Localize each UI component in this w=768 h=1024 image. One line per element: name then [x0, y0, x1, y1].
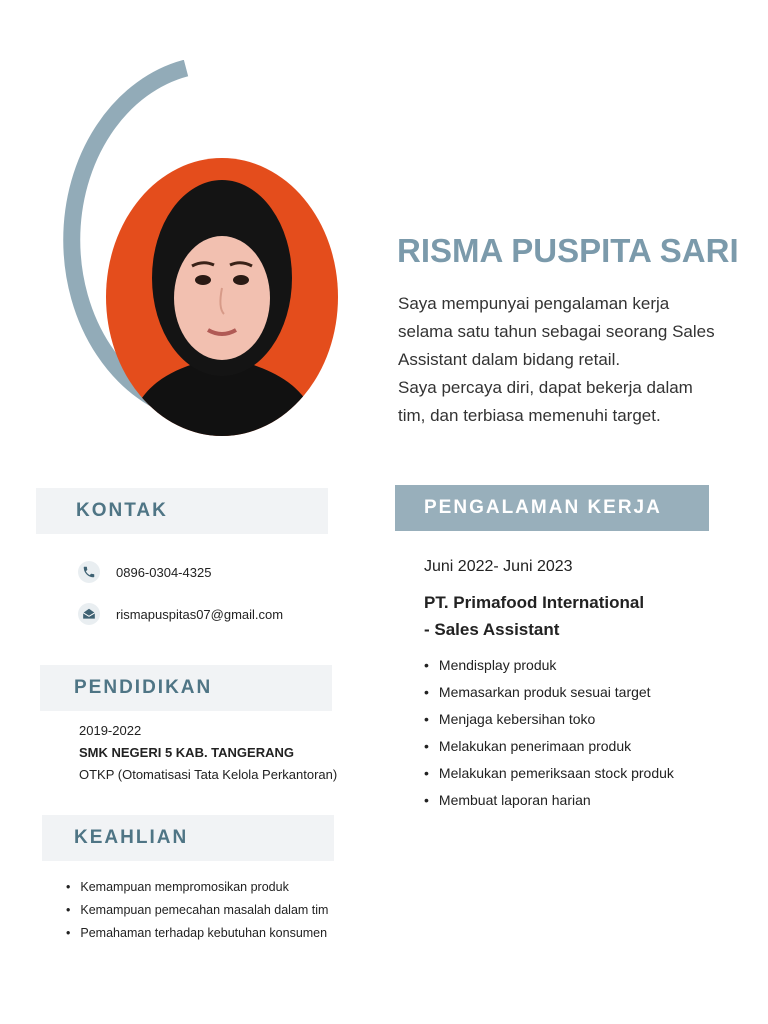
- summary-line: Saya percaya diri, dapat bekerja dalam: [398, 378, 693, 397]
- experience-heading: PENGALAMAN KERJA: [424, 497, 662, 518]
- education-heading: PENDIDIKAN: [74, 677, 213, 698]
- skills-list: [66, 876, 328, 945]
- job-title: [424, 589, 644, 643]
- profile-photo-frame: [36, 60, 336, 420]
- experience-heading-bar: [395, 485, 709, 531]
- list-item: • Melakukan penerimaan produk: [424, 733, 674, 760]
- skills-heading-bar: [42, 815, 334, 861]
- contact-heading-bar: [36, 488, 328, 534]
- list-item: • Mendisplay produk: [424, 652, 674, 679]
- education-period: 2019-2022: [79, 723, 142, 738]
- contact-email-row: [78, 603, 283, 625]
- profile-photo: [106, 158, 338, 436]
- email-icon: [78, 603, 100, 625]
- job-role: - Sales Assistant: [424, 620, 560, 639]
- job-period: Juni 2022- Juni 2023: [424, 558, 573, 575]
- summary-line: Assistant dalam bidang retail.: [398, 350, 621, 369]
- phone-icon: [78, 561, 100, 583]
- education-heading-bar: [40, 665, 332, 711]
- summary-line: Saya mempunyai pengalaman kerja: [398, 294, 670, 313]
- contact-phone-row: [78, 561, 211, 583]
- phone-number: 0896-0304-4325: [116, 564, 212, 580]
- list-item: • Kemampuan mempromosikan produk: [66, 876, 328, 899]
- list-item: • Kemampuan pemecahan masalah dalam tim: [66, 899, 328, 922]
- summary-line: tim, dan terbiasa memenuhi target.: [398, 406, 661, 425]
- duties-list: [424, 652, 674, 814]
- company-name: PT. Primafood International: [424, 593, 645, 612]
- summary-line: selama satu tahun sebagai seorang Sales: [398, 322, 715, 341]
- list-item: • Melakukan pemeriksaan stock produk: [424, 760, 674, 787]
- contact-heading: KONTAK: [76, 500, 168, 521]
- education-details: [79, 720, 337, 786]
- list-item: • Membuat laporan harian: [424, 787, 674, 814]
- skills-heading: KEAHLIAN: [74, 827, 189, 848]
- education-major: OTKP (Otomatisasi Tata Kelola Perkantoran): [79, 767, 338, 782]
- list-item: • Pemahaman terhadap kebutuhan konsumen: [66, 922, 328, 945]
- candidate-name: RISMA PUSPITA SARI: [397, 232, 739, 269]
- list-item: • Memasarkan produk sesuai target: [424, 679, 674, 706]
- email-address: rismapuspitas07@gmail.com: [116, 606, 284, 622]
- school-name: SMK NEGERI 5 KAB. TANGERANG: [79, 745, 294, 760]
- profile-summary: [398, 290, 743, 430]
- list-item: • Menjaga kebersihan toko: [424, 706, 674, 733]
